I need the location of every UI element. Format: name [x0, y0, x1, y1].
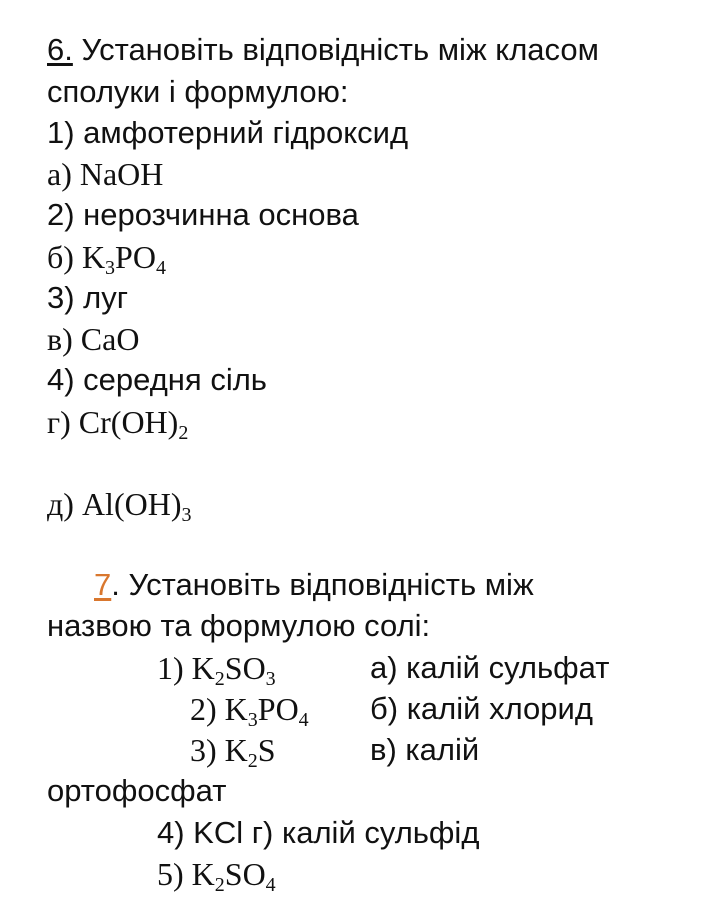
formula-part: 5) K: [157, 856, 215, 892]
q6-option-d: [47, 484, 191, 524]
subscript: 2: [214, 668, 225, 690]
formula-part: PO: [257, 691, 299, 727]
q7-name-v: в) калій: [370, 732, 480, 767]
formula-part: б) K: [47, 239, 106, 275]
formula-part: 1) K: [157, 650, 215, 686]
q6-item-4: 4) середня сіль: [47, 362, 267, 397]
subscript: 2: [247, 750, 258, 772]
subscript: 4: [265, 874, 276, 896]
formula-part: SO: [224, 856, 266, 892]
q6-item-1: 1) амфотерний гідроксид: [47, 115, 409, 150]
formula-part: д) Al(OH): [47, 486, 182, 522]
subscript: 3: [105, 257, 116, 279]
q6-item-2: 2) нерозчинна основа: [47, 197, 359, 232]
q6-option-v: в) CaO: [47, 321, 140, 357]
subscript: 4: [155, 257, 166, 279]
subscript: 3: [181, 504, 192, 526]
q7-name-a: а) калій сульфат: [370, 650, 610, 685]
subscript: 3: [247, 709, 258, 731]
q7-formula-2: [190, 689, 309, 729]
formula-part: SO: [224, 650, 266, 686]
subscript: 4: [298, 709, 309, 731]
q7-formula-5: [157, 854, 276, 894]
q7-name-b: б) калій хлорид: [370, 691, 593, 726]
subscript: 2: [178, 422, 189, 444]
q6-option-a: а) NaOH: [47, 156, 164, 192]
q7-title: [94, 565, 534, 605]
formula-part: S: [257, 732, 276, 768]
q7-name-v-continued: ортофосфат: [47, 773, 227, 808]
formula-part: PO: [115, 239, 156, 275]
q6-title: [47, 30, 599, 70]
q6-number: 6.: [47, 32, 73, 67]
formula-part: 3) K: [190, 732, 248, 768]
q6-title-line2: сполуки і формулою:: [47, 74, 349, 109]
q6-option-g: [47, 402, 188, 442]
q7-formula-4: 4) KCl г) калій сульфід: [157, 815, 480, 850]
formula-part: г) Cr(OH): [47, 404, 179, 440]
subscript: 3: [265, 668, 276, 690]
q6-option-b: [47, 237, 166, 277]
subscript: 2: [214, 874, 225, 896]
q6-item-3: 3) луг: [47, 280, 129, 315]
q7-formula-1: [157, 648, 276, 688]
q7-number: 7: [94, 567, 112, 602]
formula-part: 2) K: [190, 691, 248, 727]
q6-title-text: Установіть відповідність між класом: [72, 32, 599, 67]
q7-title-line2: назвою та формулою солі:: [47, 608, 431, 643]
q7-formula-3: [190, 730, 276, 770]
q7-title-text: . Установіть відповідність між: [111, 567, 534, 602]
